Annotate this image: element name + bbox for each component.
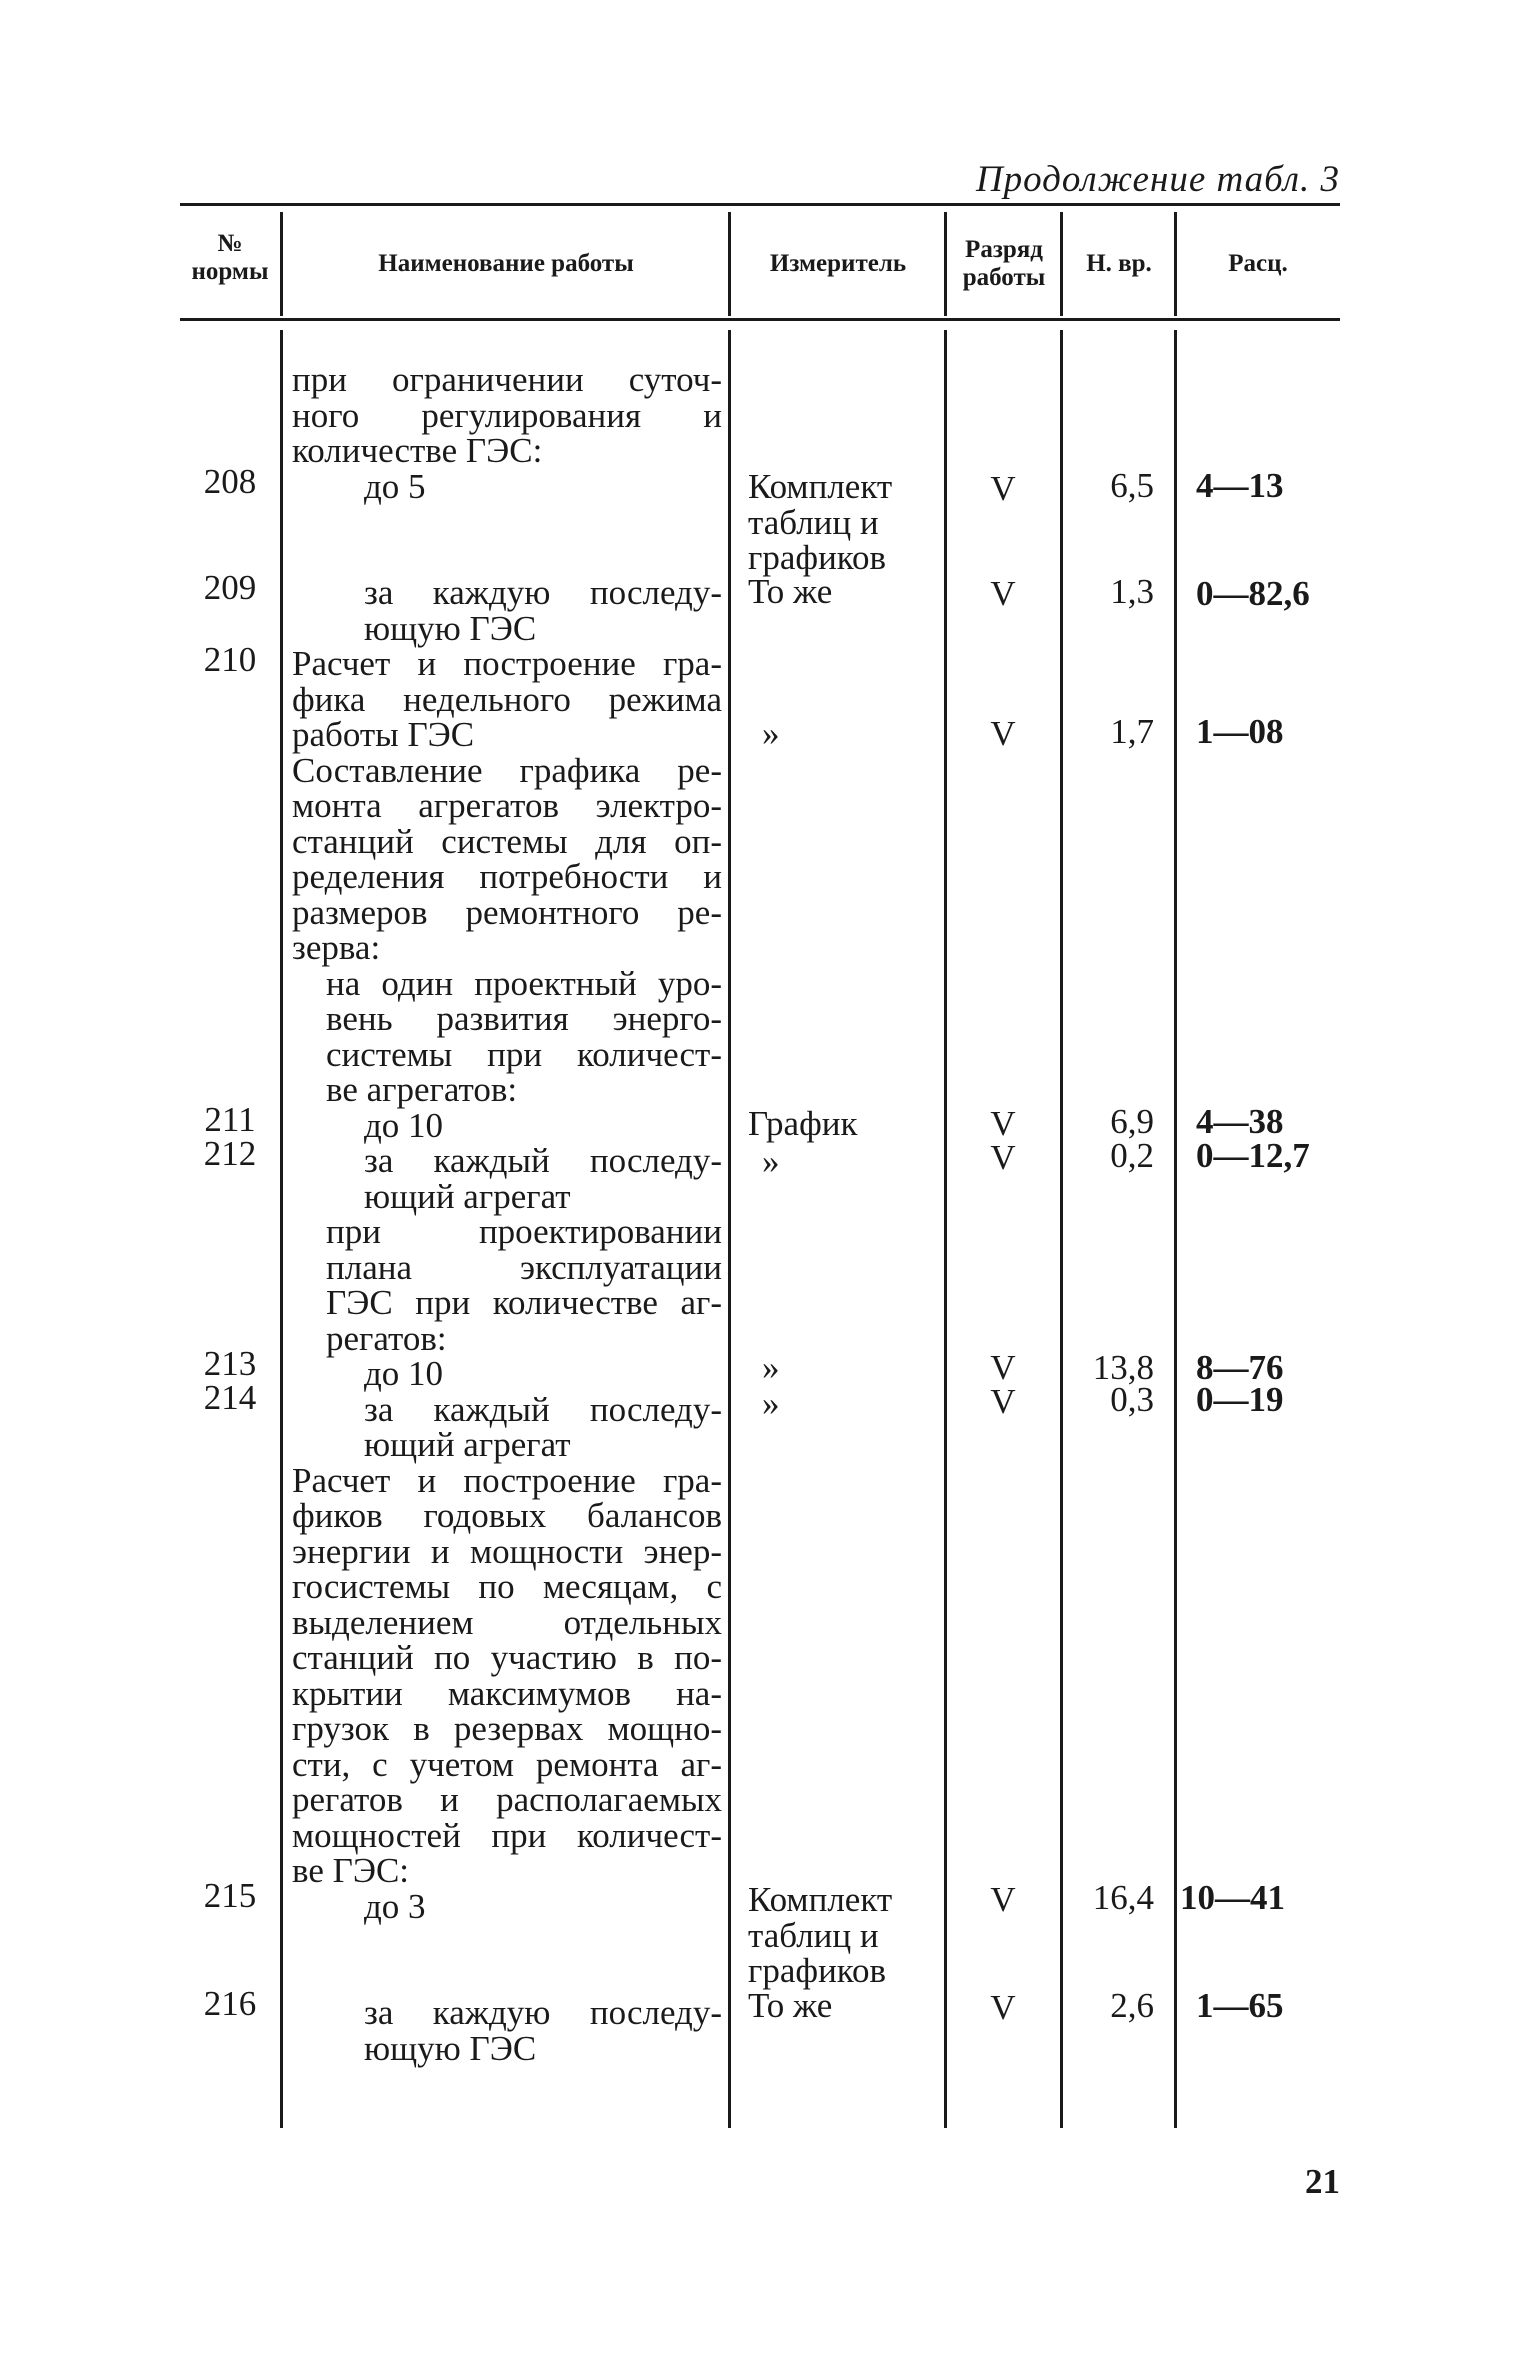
grade-cell: V: [990, 1382, 1016, 1421]
grade-cell: V: [990, 469, 1016, 508]
header-rate: Расц.: [1228, 250, 1288, 277]
grade-cell: V: [990, 574, 1016, 613]
meter-text: графиков: [748, 538, 887, 577]
desc-line: плана эксплуатации: [326, 1247, 722, 1287]
header-bottom-rule: [180, 318, 1340, 321]
norm-time-cell: 13,8: [1092, 1348, 1154, 1387]
norm-number: 208: [203, 462, 257, 501]
meter-cell: [748, 1386, 962, 1422]
meter-cell: [748, 574, 948, 610]
meter-text: графиков: [748, 1951, 887, 1990]
meter-text: »: [762, 1142, 780, 1181]
desc-line: регатов и располагаемых: [292, 1780, 722, 1819]
meter-cell: [748, 1350, 962, 1386]
meter-cell: [748, 1106, 948, 1142]
norm-number: 213: [203, 1344, 257, 1383]
desc-line: при проектировании: [326, 1212, 722, 1251]
norm-number: 214: [203, 1378, 257, 1417]
desc-line: работы ГЭС: [292, 715, 475, 754]
grade-cell: V: [990, 1104, 1016, 1143]
desc-line: Составление графика ре-: [292, 750, 722, 790]
desc-line: станций системы для оп-: [292, 821, 722, 861]
header-grade: [948, 236, 1060, 292]
meter-text: Комплект: [748, 1880, 893, 1919]
desc-line: ве ГЭС:: [292, 1851, 410, 1890]
desc-spacer: [292, 1924, 722, 1960]
header-divider: [1174, 212, 1177, 316]
desc-line: ГЭС при количестве аг-: [326, 1283, 722, 1322]
meter-text: таблиц и: [748, 502, 879, 542]
desc-line: до 10: [364, 1354, 444, 1393]
header-divider: [944, 212, 947, 316]
desc-line: крытии максимумов на-: [292, 1673, 722, 1713]
desc-line: количестве ГЭС:: [292, 431, 543, 470]
desc-line: за каждую последу-: [364, 573, 722, 612]
desc-line: регатов:: [326, 1318, 447, 1358]
rate-cell: 4—38: [1196, 1102, 1284, 1141]
desc-line: размеров ремонтного ре-: [292, 892, 722, 932]
column-divider: [1174, 330, 1177, 2128]
norm-time-cell: 6,9: [1110, 1102, 1154, 1141]
header-meter: Измеритель: [769, 250, 907, 277]
desc-line: до 10: [364, 1105, 444, 1145]
desc-line: за каждый последу-: [364, 1141, 722, 1180]
rate-cell: 10—41: [1180, 1878, 1285, 1917]
desc-line: на один проектный уро-: [326, 963, 722, 1003]
desc-line: монта агрегатов электро-: [292, 786, 722, 825]
desc-line: до 3: [364, 1886, 426, 1926]
norm-time-cell: 1,7: [1110, 712, 1154, 751]
desc-line: до 5: [364, 466, 426, 506]
desc-line: выделением отдельных: [292, 1602, 722, 1642]
rate-cell: 0—19: [1196, 1380, 1284, 1419]
meter-cell: [748, 1988, 948, 2024]
header-divider: [280, 212, 283, 316]
meter-cell: [748, 1882, 948, 1989]
header-grade-line1: Разряд: [965, 236, 1043, 263]
grade-cell: V: [990, 1988, 1016, 2027]
meter-cell: [748, 716, 962, 752]
table-top-rule: [180, 203, 1340, 206]
meter-cell: [748, 469, 948, 576]
norm-number: 211: [204, 1100, 256, 1139]
desc-line: Расчет и построение гра-: [292, 1460, 722, 1500]
desc-line: ного регулирования и: [292, 395, 722, 435]
desc-line: ве агрегатов:: [326, 1070, 518, 1109]
norm-number: 210: [203, 640, 257, 679]
norm-time-cell: 0,2: [1110, 1136, 1154, 1175]
meter-text: То же: [748, 1986, 833, 2025]
rate-cell: 4—13: [1196, 466, 1284, 505]
desc-spacer: [292, 504, 722, 540]
header-norm-time: Н. вр.: [1086, 250, 1152, 277]
meter-text: То же: [748, 572, 833, 611]
norm-time-cell: 0,3: [1110, 1380, 1154, 1419]
desc-line: ющую ГЭС: [364, 2028, 537, 2068]
desc-line: ющий агрегат: [364, 1176, 571, 1216]
header-divider: [728, 212, 731, 316]
header-number-symbol: №: [217, 230, 243, 257]
desc-line: зерва:: [292, 928, 381, 967]
desc-line: вень развития энерго-: [326, 999, 722, 1038]
grade-cell: V: [990, 1348, 1016, 1387]
grade-cell: V: [990, 1880, 1016, 1919]
norm-time-cell: 16,4: [1092, 1878, 1154, 1917]
header-number: [180, 230, 280, 286]
desc-line: энергии и мощности энер-: [292, 1531, 722, 1571]
meter-cell: [748, 1144, 962, 1180]
norm-time-cell: 2,6: [1110, 1986, 1154, 2025]
norm-time-cell: 1,3: [1110, 572, 1154, 611]
header-divider: [1060, 212, 1063, 316]
header-name: Наименование работы: [378, 250, 634, 277]
table-caption: Продолжение табл. 3: [975, 159, 1340, 200]
desc-line: Расчет и построение гра-: [292, 644, 722, 683]
desc-spacer: [292, 1960, 722, 1996]
desc-line: сти, с учетом ремонта аг-: [292, 1744, 722, 1784]
norm-number: 215: [203, 1876, 257, 1915]
desc-line: за каждую последу-: [364, 1993, 722, 2032]
desc-line: фиков годовых балансов: [292, 1496, 722, 1535]
meter-text: »: [762, 1348, 780, 1387]
meter-text: Комплект: [748, 467, 893, 506]
desc-line: станций по участию в по-: [292, 1638, 722, 1677]
desc-line: фика недельного режима: [292, 679, 722, 719]
desc-line: при ограничении суточ-: [292, 360, 722, 399]
desc-line: ющий агрегат: [364, 1425, 571, 1464]
rate-cell: 8—76: [1196, 1348, 1284, 1387]
desc-line: ющую ГЭС: [364, 608, 537, 648]
meter-text: »: [762, 1384, 780, 1423]
desc-line: системы при количест-: [326, 1034, 722, 1074]
desc-line: грузок в резервах мощно-: [292, 1709, 722, 1748]
desc-spacer: [292, 540, 722, 576]
norm-time-cell: 6,5: [1110, 466, 1154, 505]
norm-number: 212: [203, 1134, 257, 1173]
rate-cell: 0—12,7: [1196, 1136, 1310, 1175]
meter-text: »: [762, 714, 780, 753]
rate-cell: 0—82,6: [1196, 574, 1310, 613]
norm-number: 209: [203, 568, 257, 607]
rate-cell: 1—08: [1196, 712, 1284, 751]
meter-text: График: [748, 1104, 858, 1143]
desc-line: ределения потребности и: [292, 857, 722, 896]
desc-line: за каждый последу-: [364, 1389, 722, 1429]
header-grade-line2: работы: [962, 264, 1046, 291]
grade-cell: V: [990, 1138, 1016, 1177]
column-divider: [1060, 330, 1063, 2128]
desc-line: мощностей при количест-: [292, 1815, 722, 1855]
norm-number: 216: [203, 1984, 257, 2023]
column-divider: [280, 330, 283, 2128]
work-description-column: [292, 362, 722, 2066]
desc-line: госистемы по месяцам, с: [292, 1567, 722, 1606]
page-number: 21: [1305, 2162, 1340, 2201]
header-number-label: нормы: [191, 258, 269, 285]
grade-cell: V: [990, 714, 1016, 753]
column-divider: [728, 330, 731, 2128]
meter-text: таблиц и: [748, 1915, 879, 1955]
rate-cell: 1—65: [1196, 1986, 1284, 2025]
